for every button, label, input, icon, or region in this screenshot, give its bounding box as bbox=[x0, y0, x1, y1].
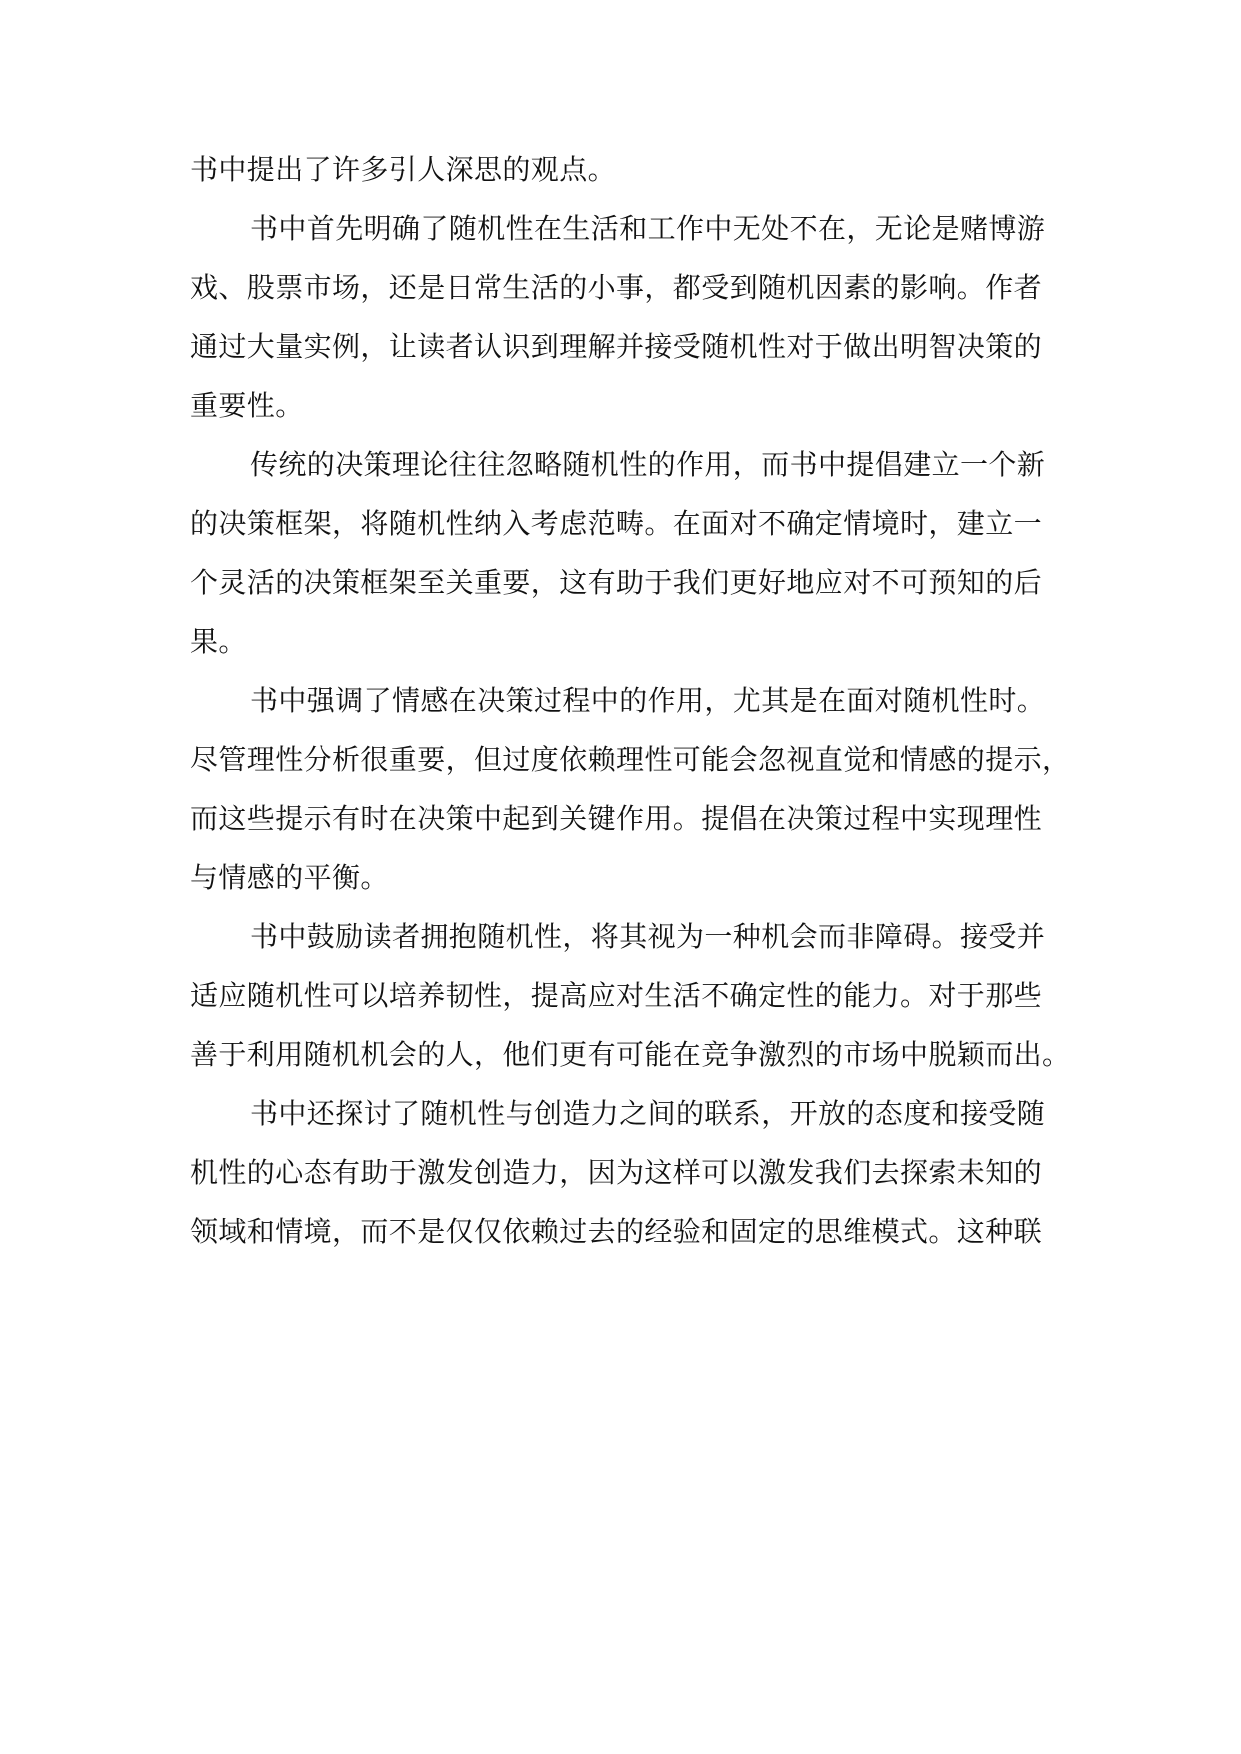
text-line: 果。 bbox=[190, 625, 247, 658]
text-line: 机性的心态有助于激发创造力，因为这样可以激发我们去探索未知的 bbox=[190, 1156, 1043, 1189]
text-line: 重要性。 bbox=[190, 389, 304, 422]
text-line: 书中鼓励读者拥抱随机性，将其视为一种机会而非障碍。接受并 bbox=[250, 920, 1046, 953]
text-line: 传统的决策理论往往忽略随机性的作用，而书中提倡建立一个新 bbox=[250, 448, 1046, 481]
text-line: 而这些提示有时在决策中起到关键作用。提倡在决策过程中实现理性 bbox=[190, 802, 1043, 835]
text-line: 通过大量实例，让读者认识到理解并接受随机性对于做出明智决策的 bbox=[190, 330, 1043, 363]
body-text bbox=[190, 140, 1071, 1261]
text-line: 书中还探讨了随机性与创造力之间的联系，开放的态度和接受随 bbox=[250, 1097, 1046, 1130]
text-line: 个灵活的决策框架至关重要，这有助于我们更好地应对不可预知的后 bbox=[190, 566, 1043, 599]
text-line: 领域和情境，而不是仅仅依赖过去的经验和固定的思维模式。这种联 bbox=[190, 1215, 1043, 1248]
text-line: 的决策框架，将随机性纳入考虑范畴。在面对不确定情境时，建立一 bbox=[190, 507, 1043, 540]
text-line: 尽管理性分析很重要，但过度依赖理性可能会忽视直觉和情感的提示， bbox=[190, 743, 1071, 776]
text-line: 书中强调了情感在决策过程中的作用，尤其是在面对随机性时。 bbox=[250, 684, 1046, 717]
text-line: 与情感的平衡。 bbox=[190, 861, 389, 894]
text-line: 戏、股票市场，还是日常生活的小事，都受到随机因素的影响。作者 bbox=[190, 271, 1043, 304]
text-line: 善于利用随机机会的人，他们更有可能在竞争激烈的市场中脱颖而出。 bbox=[190, 1038, 1071, 1071]
text-line: 适应随机性可以培养韧性，提高应对生活不确定性的能力。对于那些 bbox=[190, 979, 1043, 1012]
text-line: 书中首先明确了随机性在生活和工作中无处不在，无论是赌博游 bbox=[250, 212, 1046, 245]
text-line: 书中提出了许多引人深思的观点。 bbox=[190, 153, 617, 186]
